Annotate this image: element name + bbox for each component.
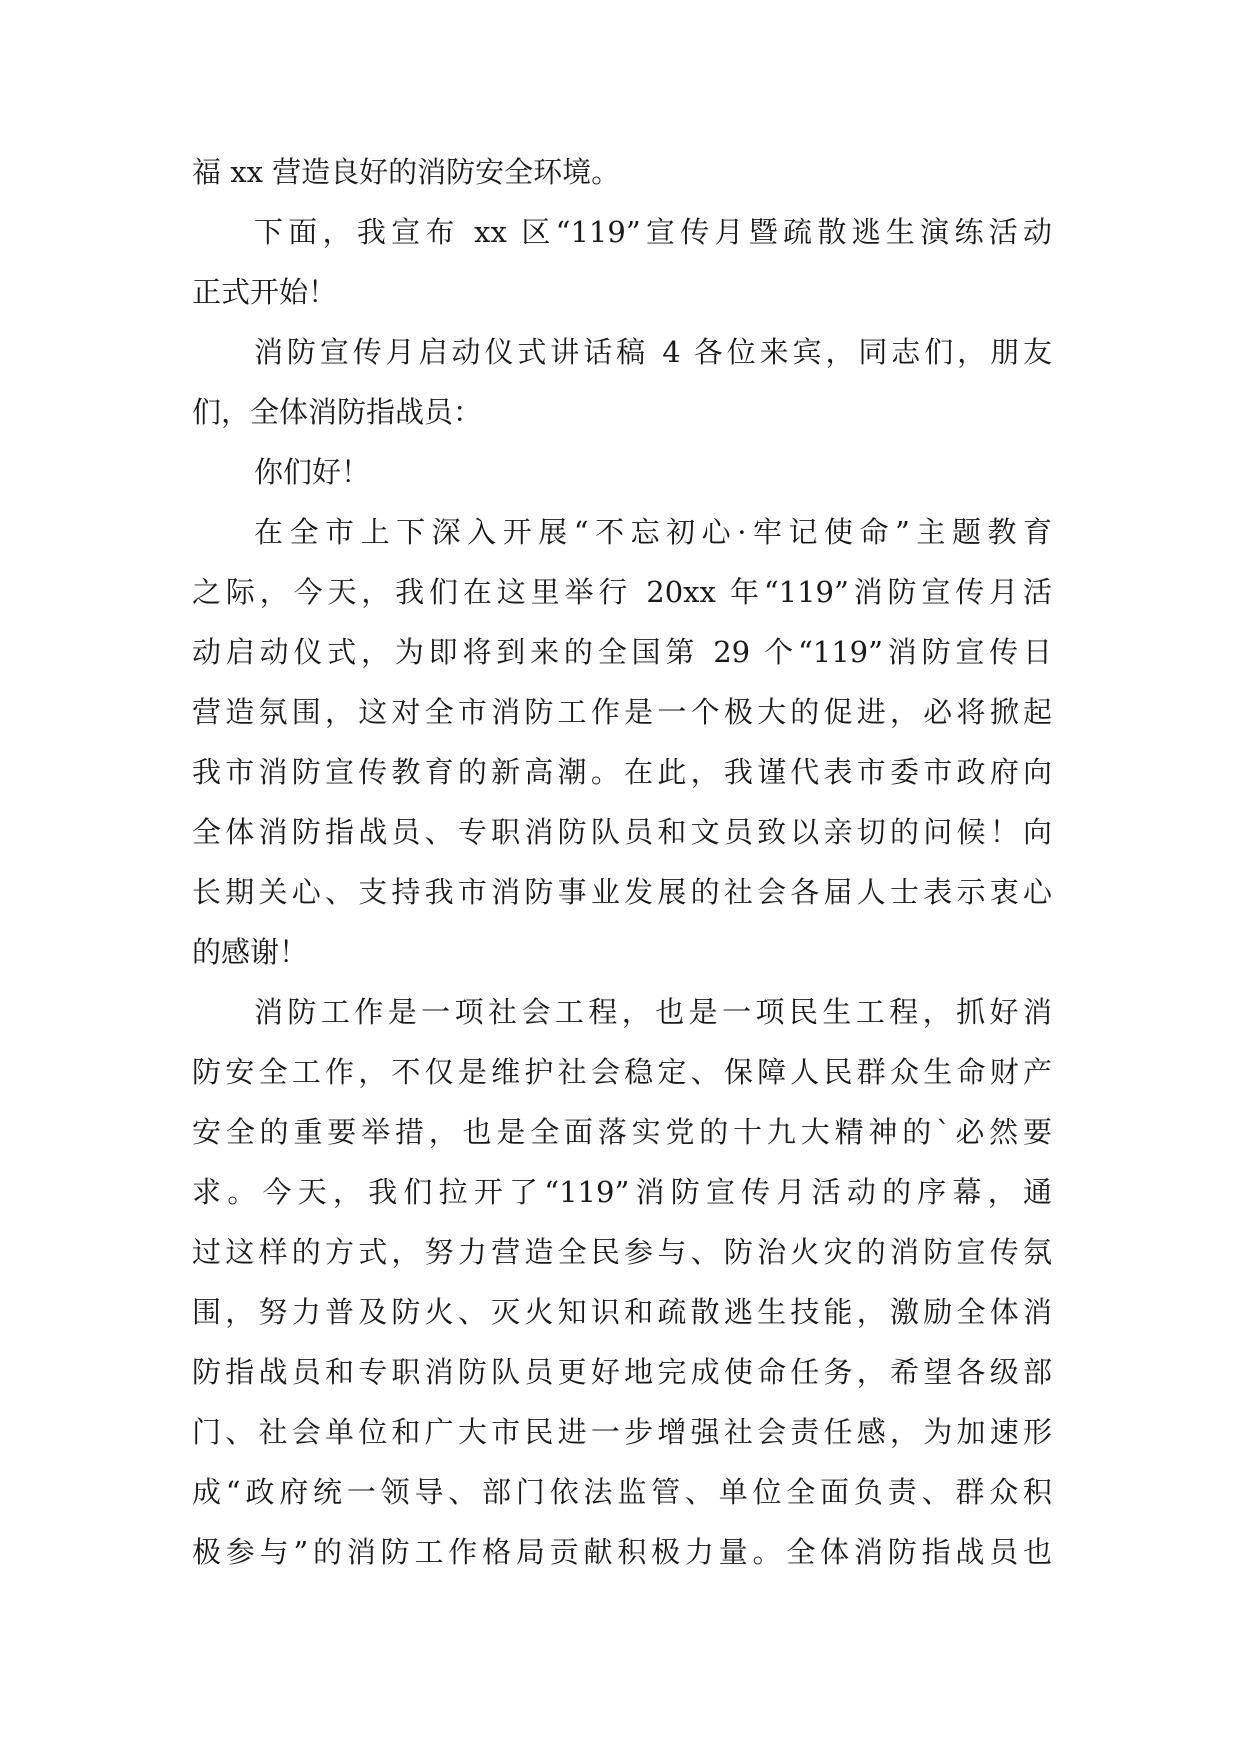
text-line-11: 我市消防宣传教育的新高潮。在此，我谨代表市委市政府向 [192,755,1052,789]
text-line-1: 福 xx 营造良好的消防安全环境。 [192,155,621,189]
text-line-3: 正式开始！ [192,275,338,309]
text-line-17: 安全的重要举措，也是全面落实党的十九大精神的`必然要 [192,1115,1052,1149]
text-line-15: 消防工作是一项社会工程，也是一项民生工程，抓好消 [254,995,1052,1029]
text-line-9: 动启动仪式，为即将到来的全国第 29 个“119”消防宣传日 [192,635,1052,669]
text-line-14: 的感谢！ [192,935,309,969]
text-line-22: 门、社会单位和广大市民进一步增强社会责任感，为加速形 [192,1415,1052,1449]
text-line-19: 过这样的方式，努力营造全民参与、防治火灾的消防宣传氛 [192,1235,1052,1269]
text-line-13: 长期关心、支持我市消防事业发展的社会各届人士表示衷心 [192,875,1052,909]
text-line-21: 防指战员和专职消防队员更好地完成使命任务，希望各级部 [192,1355,1052,1389]
text-line-12: 全体消防指战员、专职消防队员和文员致以亲切的问候！向 [192,815,1052,849]
text-line-6: 你们好！ [254,455,371,489]
text-line-2: 下面，我宣布 xx 区“119”宣传月暨疏散逃生演练活动 [254,215,1052,249]
text-line-7: 在全市上下深入开展“不忘初心·牢记使命”主题教育 [254,515,1052,549]
text-line-24: 极参与”的消防工作格局贡献积极力量。全体消防指战员也 [192,1535,1052,1569]
text-line-16: 防安全工作，不仅是维护社会稳定、保障人民群众生命财产 [192,1055,1052,1089]
text-line-20: 围，努力普及防火、灭火知识和疏散逃生技能，激励全体消 [192,1295,1052,1329]
text-line-23: 成“政府统一领导、部门依法监管、单位全面负责、群众积 [192,1475,1052,1509]
text-line-8: 之际，今天，我们在这里举行 20xx 年“119”消防宣传月活 [192,575,1052,609]
text-line-18: 求。今天，我们拉开了“119”消防宣传月活动的序幕，通 [192,1175,1052,1209]
text-line-5: 们，全体消防指战员： [192,395,483,429]
text-line-10: 营造氛围，这对全市消防工作是一个极大的促进，必将掀起 [192,695,1052,729]
text-line-4: 消防宣传月启动仪式讲话稿 4 各位来宾，同志们，朋友 [254,335,1052,369]
